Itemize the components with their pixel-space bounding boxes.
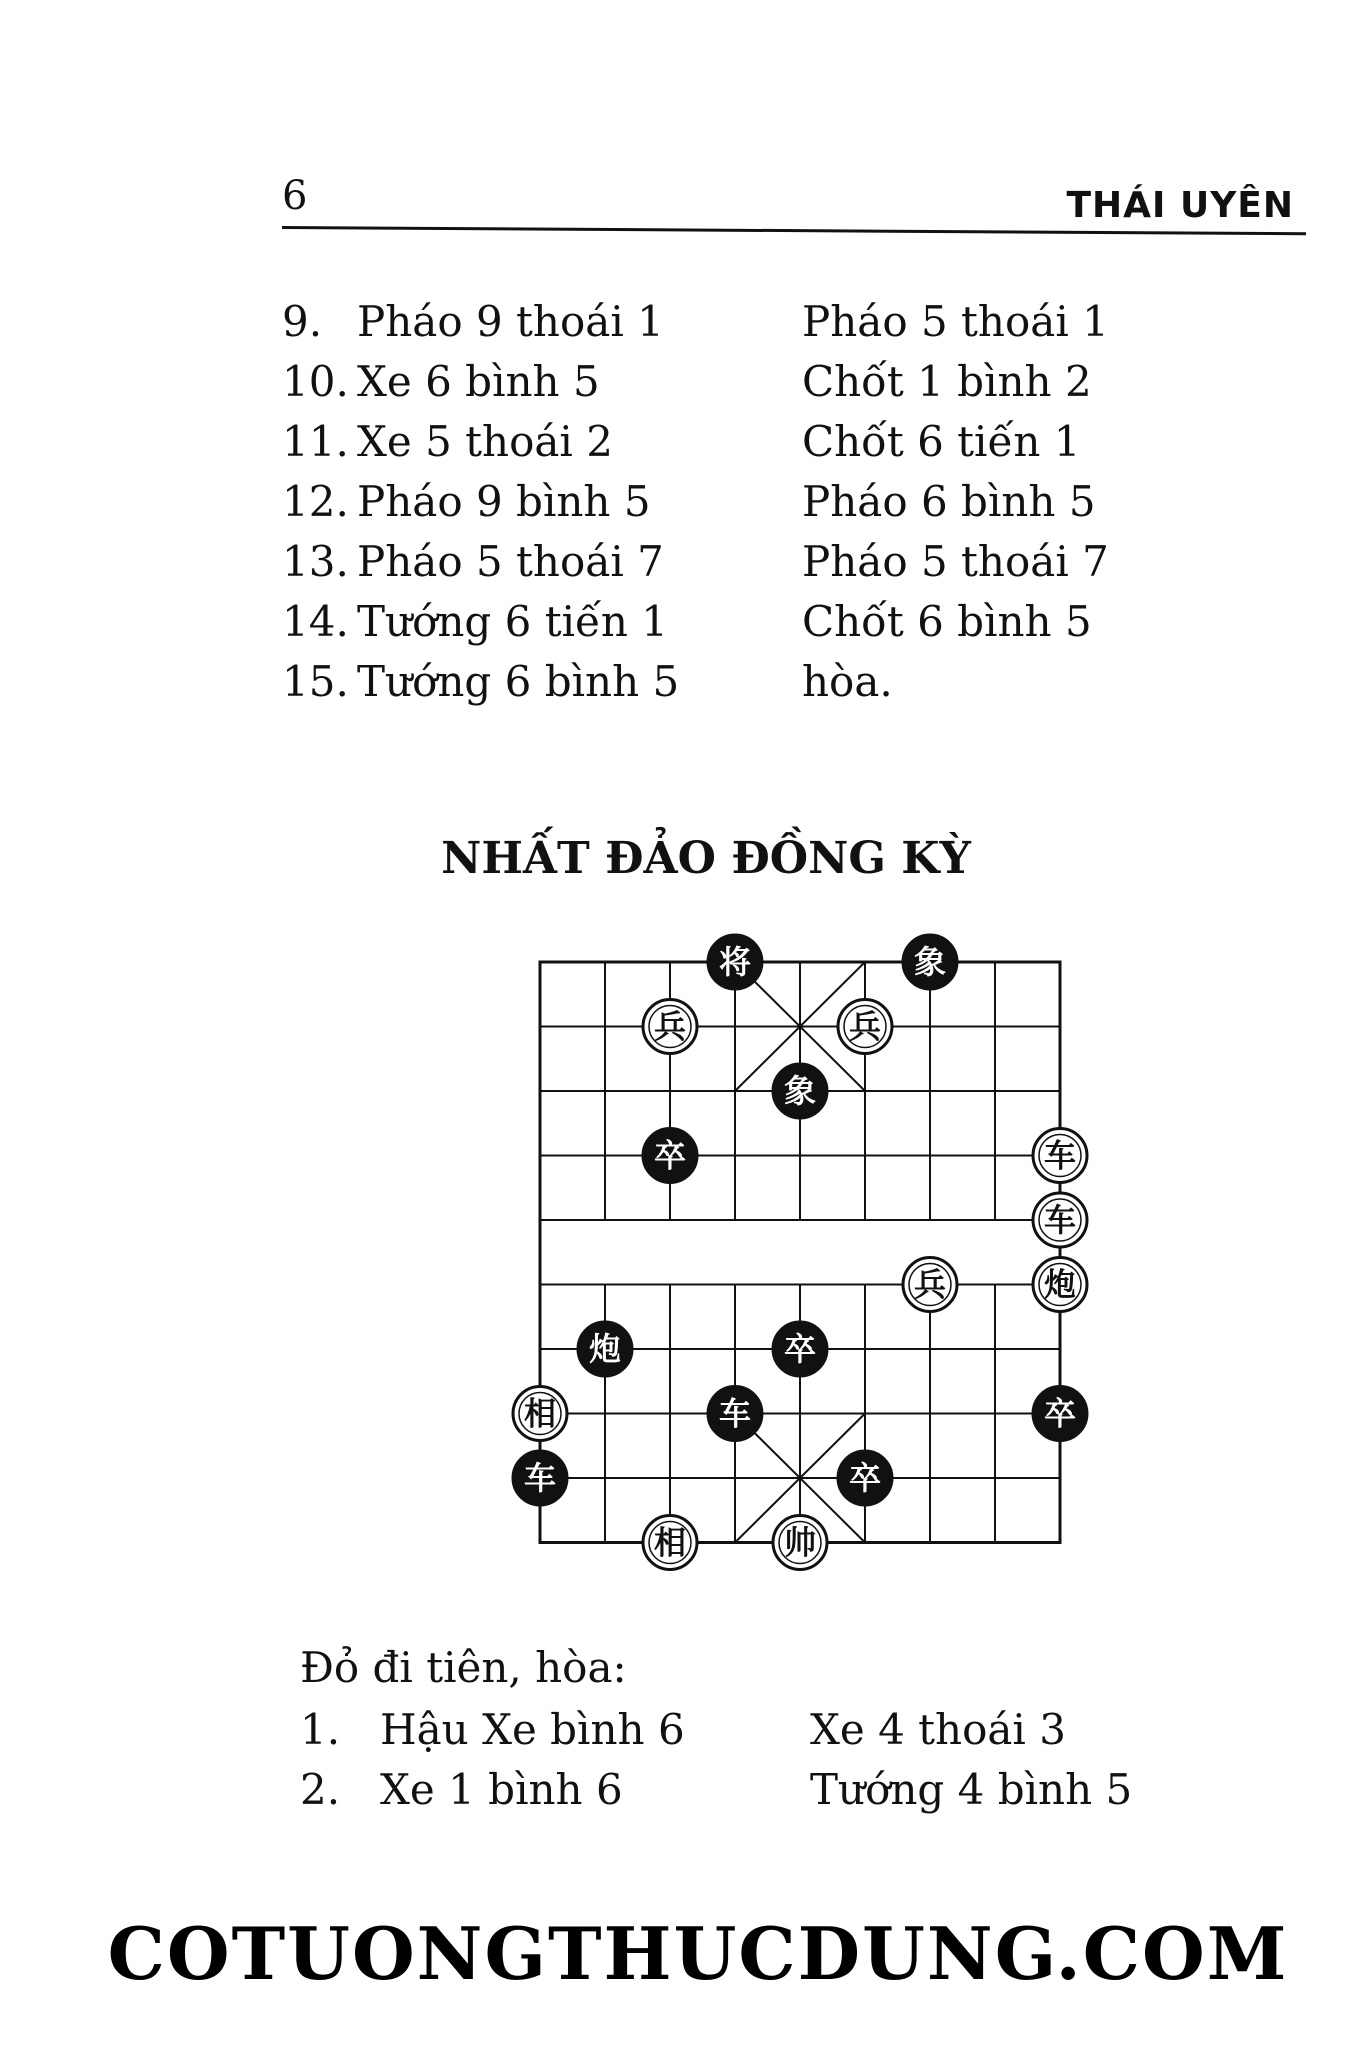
- move-number: 10.: [282, 357, 349, 406]
- page-number: 6: [282, 173, 308, 219]
- move-number: 12.: [282, 477, 349, 526]
- red-move: Hậu Xe bình 6: [380, 1705, 685, 1754]
- red-soldier-piece: [903, 1258, 957, 1312]
- black-soldier-piece: [643, 1129, 697, 1183]
- piece-glyph: 车: [1043, 1136, 1077, 1175]
- red-move: Pháo 9 bình 5: [357, 477, 651, 526]
- black-elephant-piece: [773, 1064, 827, 1118]
- prompt-text: Đỏ đi tiên, hòa:: [300, 1643, 627, 1692]
- black-chariot-piece: [513, 1451, 567, 1505]
- red-chariot-piece: [1033, 1129, 1087, 1183]
- black-move: Tướng 4 bình 5: [810, 1765, 1133, 1814]
- move-number: 2.: [300, 1765, 341, 1814]
- black-move: Pháo 6 bình 5: [802, 477, 1096, 526]
- black-move: Chốt 6 bình 5: [802, 597, 1092, 646]
- piece-glyph: 帅: [783, 1523, 817, 1562]
- black-move: Chốt 1 bình 2: [802, 357, 1092, 406]
- move-number: 14.: [282, 597, 349, 646]
- red-move: Tướng 6 bình 5: [357, 657, 680, 706]
- move-row: [300, 1700, 1132, 1760]
- piece-glyph: 卒: [848, 1459, 882, 1497]
- piece-glyph: 相: [653, 1523, 687, 1562]
- piece-glyph: 兵: [913, 1265, 947, 1304]
- piece-glyph: 兵: [848, 1007, 882, 1046]
- black-soldier-piece: [1033, 1387, 1087, 1441]
- piece-glyph: 象: [913, 943, 947, 981]
- black-move: Xe 4 thoái 3: [810, 1705, 1066, 1754]
- red-soldier-piece: [838, 1000, 892, 1054]
- red-chariot-piece: [1033, 1193, 1087, 1247]
- piece-glyph: 象: [783, 1072, 817, 1110]
- piece-glyph: 相: [523, 1394, 557, 1433]
- black-move: Pháo 5 thoái 7: [802, 537, 1109, 586]
- black-chariot-piece: [708, 1387, 762, 1441]
- piece-glyph: 将: [718, 943, 752, 981]
- piece-glyph: 炮: [588, 1330, 622, 1368]
- red-elephant-piece: [513, 1387, 567, 1441]
- red-move: Xe 5 thoái 2: [357, 417, 613, 466]
- red-move: Xe 1 bình 6: [380, 1765, 623, 1814]
- black-cannon-piece: [578, 1322, 632, 1376]
- piece-glyph: 卒: [783, 1330, 817, 1368]
- moves-list-bottom: [300, 1700, 1132, 1820]
- move-number: 9.: [282, 297, 323, 346]
- move-number: 11.: [282, 417, 349, 466]
- piece-glyph: 车: [718, 1394, 752, 1433]
- footer-brand: COTUONGTHUCDUNG.COM: [107, 1911, 1289, 1996]
- move-number: 1.: [300, 1705, 341, 1754]
- piece-glyph: 兵: [653, 1007, 687, 1046]
- piece-glyph: 车: [1043, 1201, 1077, 1239]
- move-row: [300, 1760, 1132, 1820]
- black-move: hòa.: [802, 657, 893, 706]
- black-soldier-piece: [838, 1451, 892, 1505]
- red-move: Tướng 6 tiến 1: [357, 597, 668, 646]
- move-number: 15.: [282, 657, 349, 706]
- black-soldier-piece: [773, 1322, 827, 1376]
- red-soldier-piece: [643, 1000, 697, 1054]
- move-number: 13.: [282, 537, 349, 586]
- section-title: NHẤT ĐẢO ĐỒNG KỲ: [441, 833, 971, 884]
- black-move: Pháo 5 thoái 1: [802, 297, 1109, 346]
- black-general-piece: [708, 935, 762, 989]
- piece-glyph: 车: [523, 1459, 557, 1497]
- piece-glyph: 炮: [1043, 1265, 1077, 1304]
- running-header-title: THÁI UYÊN: [1066, 185, 1294, 226]
- red-move: Pháo 9 thoái 1: [357, 297, 664, 346]
- red-elephant-piece: [643, 1516, 697, 1570]
- black-elephant-piece: [903, 935, 957, 989]
- red-general-piece: [773, 1516, 827, 1570]
- red-move: Pháo 5 thoái 7: [357, 537, 664, 586]
- red-cannon-piece: [1033, 1258, 1087, 1312]
- black-move: Chốt 6 tiến 1: [802, 417, 1081, 466]
- piece-glyph: 卒: [653, 1136, 687, 1175]
- red-move: Xe 6 bình 5: [357, 357, 600, 406]
- piece-glyph: 卒: [1043, 1394, 1077, 1433]
